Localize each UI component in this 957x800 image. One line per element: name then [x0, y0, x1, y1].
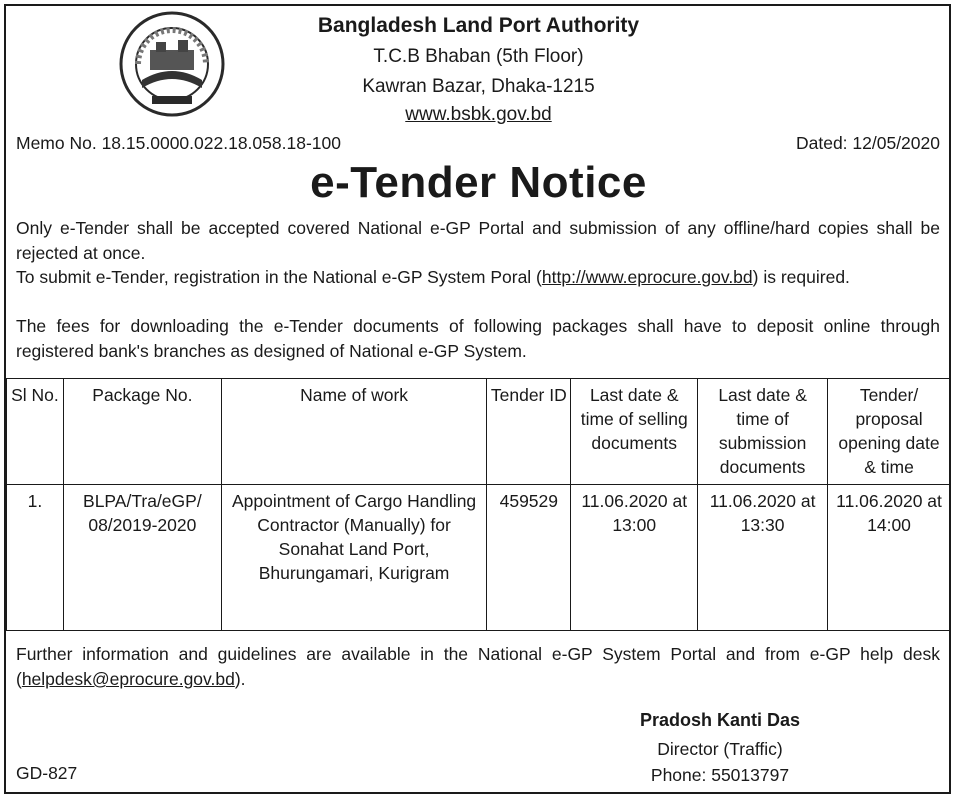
helpdesk-email-link[interactable]: helpdesk@eprocure.gov.bd [21, 669, 235, 689]
footer-info [16, 642, 940, 692]
memo-number: Memo No. 18.15.0000.022.18.058.18-100 [16, 133, 341, 153]
cell-selling: 11.06.2020 at 13:00 [571, 485, 698, 631]
header-tender-id: Tender ID [487, 379, 571, 485]
header-selling: Last date & time of selling documents [571, 379, 698, 485]
cell-tender-id: 459529 [487, 485, 571, 631]
eprocure-link[interactable]: http://www.eprocure.gov.bd [541, 267, 753, 287]
website-line [0, 104, 957, 126]
cell-package: BLPA/Tra/eGP/ 08/2019-2020 [63, 485, 221, 631]
cell-opening: 11.06.2020 at 14:00 [828, 485, 951, 631]
paragraph-registration-before: To submit e-Tender, registration in the National e-GP System Poral ( [16, 267, 542, 287]
address-line-2: Kawran Bazar, Dhaka-1215 [362, 76, 595, 97]
header-sl: Sl No. [7, 379, 64, 485]
paragraph-registration [16, 265, 940, 290]
ad-code: GD-827 [16, 763, 78, 783]
header-opening: Tender/ proposal opening date & time [828, 379, 951, 485]
signatory-name: Pradosh Kanti Das [639, 710, 801, 730]
paragraph-registration-after: ) is required. [752, 267, 850, 287]
cell-submission: 11.06.2020 at 13:30 [698, 485, 828, 631]
footer-text-after: ). [234, 669, 246, 689]
table-header-row [7, 379, 951, 485]
notice-title: e-Tender Notice [310, 158, 647, 207]
cell-work: Appointment of Cargo Handling Contractor (Manually) for Sonahat Land Port, Bhurungamari, Kurigram [221, 485, 487, 631]
tender-table [6, 378, 951, 631]
signatory-designation: Director (Traffic) [657, 739, 783, 759]
organization-name: Bangladesh Land Port Authority [317, 14, 640, 37]
signatory-phone: Phone: 55013797 [650, 765, 790, 785]
paragraph-fees: The fees for downloading the e-Tender documents of following packages shall have to deposit online through registered bank's branches as designed of National e-GP System. [16, 316, 940, 361]
website-link[interactable]: www.bsbk.gov.bd [405, 104, 552, 125]
table-row [7, 485, 951, 631]
footer-text-before: Further information and guidelines are available in the National e-GP System Portal and from e-GP help desk ( [16, 644, 940, 689]
date: Dated: 12/05/2020 [795, 133, 940, 153]
header-submission: Last date & time of submission documents [698, 379, 828, 485]
header-work: Name of work [221, 379, 487, 485]
paragraph-offline-rejection: Only e-Tender shall be accepted covered National e-GP Portal and submission of any offline/hard copies shall be rejected at once. [16, 218, 940, 263]
address-line-1: T.C.B Bhaban (5th Floor) [373, 46, 584, 67]
cell-sl: 1. [7, 485, 64, 631]
header-package: Package No. [63, 379, 221, 485]
